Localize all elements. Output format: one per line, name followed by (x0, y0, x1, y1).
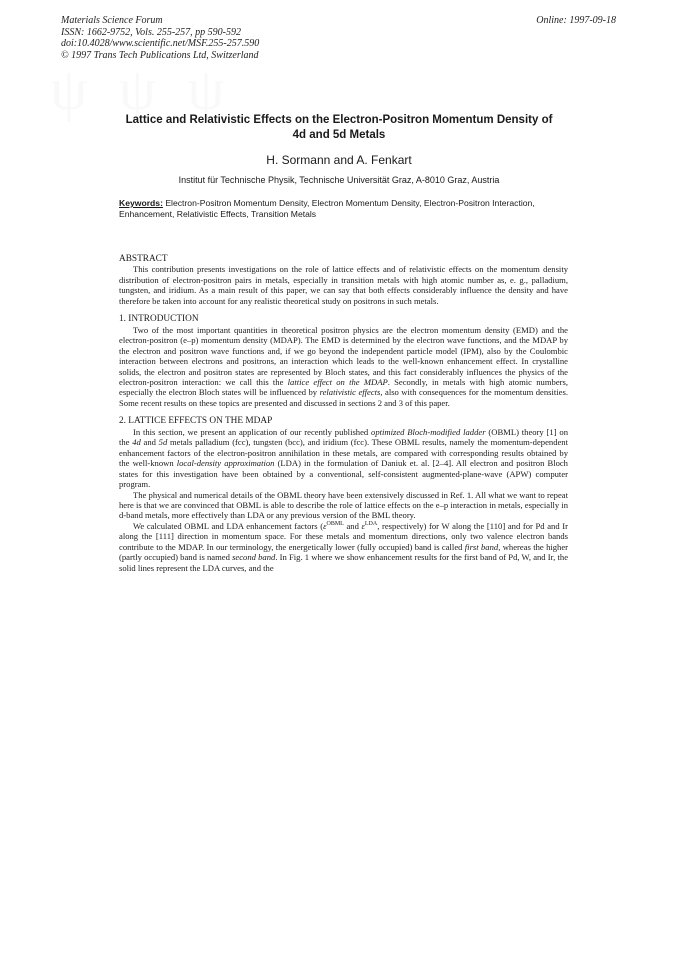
paper-body (119, 254, 568, 573)
keywords (119, 198, 571, 219)
l1-emph-4d: 4d (132, 437, 141, 448)
intro-paragraph (119, 325, 568, 409)
l1-text-3: and (140, 437, 159, 448)
journal-header (61, 15, 259, 61)
l3-text-5: . In Fig. 1 where we show enhancement results for the first band of Pd, W, and Ir, the solid lines represent the LDA curves, and the (119, 552, 569, 573)
lattice-paragraph-3 (119, 521, 568, 573)
intro-emph-lattice: lattice effect on the MDAP (287, 376, 388, 387)
keywords-text: Electron-Positron Momentum Density, Electron Momentum Density, Electron-Positron Interaction, Enhancement, Relativistic Effects, Transition Metals (119, 198, 535, 219)
l1-text-1: In this section, we present an application of our recently published (133, 426, 372, 437)
l1-emph-5d: 5d (158, 437, 168, 448)
intro-text-2: . Secondly, in metals with high atomic numbers, especially the electron Bloch states will be influenced by (119, 376, 568, 398)
l3-emph-second-band: second band (232, 552, 276, 563)
lattice-paragraph-1 (119, 427, 568, 490)
intro-heading: 1. INTRODUCTION (119, 314, 199, 325)
l3-text-4: , whereas the higher (partly occupied) band is named (119, 541, 569, 563)
l3-epsilon-2: ε (361, 520, 365, 531)
l1-emph-lda: local-density approximation (176, 458, 275, 469)
l3-sup-lda: LDA (364, 521, 378, 528)
l3-text-2: and (343, 520, 362, 531)
l1-text-4: metals palladium (fcc), tungsten (bcc), and iridium (fcc). These OBML results, namely the momentum-dependent enhancement factors of the electron-positron annihilation in these metals, are compared with corresponding results obtained by the well-known (119, 437, 568, 469)
l3-sup-obml: OBML (326, 521, 344, 528)
lattice-paragraph-2: The physical and numerical details of the OBML theory have been extensively discussed in Ref. 1. All what we want to repeat here is that we are convinced that OBML is able to describe the role of lattice effects on the e–p interaction in metals, especially in d-band metals, more effectively than LDA or any previous version of the BML theory. (119, 489, 568, 521)
paper-title: Lattice and Relativistic Effects on the Electron-Positron Momentum Density of 4d and 5d Metals (125, 114, 553, 141)
abstract-heading: ABSTRACT (119, 254, 168, 264)
l3-text-1: We calculated OBML and LDA enhancement factors ( (133, 520, 324, 531)
affiliation: Institut für Technische Physik, Technische Universität Graz, A-8010 Graz, Austria (178, 175, 500, 185)
paper-authors: H. Sormann and A. Fenkart (266, 153, 412, 167)
intro-text-3: , also with consequences for the momentum densities. Some recent results on these topics are presented and discussed in sections 2 and 3 of this paper. (119, 387, 568, 408)
online-date: Online: 1997-09-18 (536, 15, 616, 26)
l1-emph-obml: optimized Bloch-modified ladder (371, 426, 486, 437)
intro-emph-relativistic: relativistic effects (319, 387, 381, 398)
l3-epsilon-1: ε (323, 520, 327, 531)
abstract-text: This contribution presents investigations on the role of lattice effects and of relativistic effects on the momentum density distribution of electron-positron pairs in metals, especially in transition metals with high atomic number as, e. g., palladium, tungsten, and iridium. As a main result of this paper, we can say that both effects considerably influence the density and have therefore be taken into account for any realistic theoretical study on positrons in such metals. (119, 264, 568, 306)
doi-line[interactable]: doi:10.4028/www.scientific.net/MSF.255-257.590 (61, 38, 260, 50)
l3-text-3: , respectively) for W along the [110] and for Pd and Ir along the [111] direction in momentum space. For these metals and momentum directions, only two valence electron bands contribute to the MDAP. In our terminology, the energetically lower (fully occupied) band is called (119, 520, 568, 552)
lattice-heading: 2. LATTICE EFFECTS ON THE MDAP (119, 416, 273, 427)
journal-name: Materials Science Forum (61, 15, 163, 26)
copyright-line: © 1997 Trans Tech Publications Ltd, Switzerland (61, 49, 259, 61)
l1-text-2: (OBML) theory [1] on the (119, 426, 568, 448)
keywords-label: Keywords: (119, 198, 163, 208)
l3-emph-first-band: first band (464, 541, 499, 552)
l1-text-5: (LDA) in the formulation of Daniuk et. al. [2–4]. All electron and positron Bloch states for this investigation have been obtained by a conventional, self-consistent augmented-plane-wave (APW) computer program. (119, 458, 568, 490)
intro-text-1: Two of the most important quantities in theoretical positron physics are the electron momentum density (EMD) and the electron-positron (e–p) momentum density (MDAP). The EMD is determined by the electron wave functions, and the MDAP by the electron and positron wave functions and, if we go beyond the independent particle model (IPM), also by the Coulombic interaction between electrons and positrons, an interaction which leads to the well-known enhancement effect. In crystalline solids, the electron and positron states are represented by Bloch states, and this fact considerably influences the physics of the electron-positron interaction: we call this the (119, 324, 568, 387)
issn-line: ISSN: 1662-9752, Vols. 255-257, pp 590-592 (61, 26, 241, 38)
